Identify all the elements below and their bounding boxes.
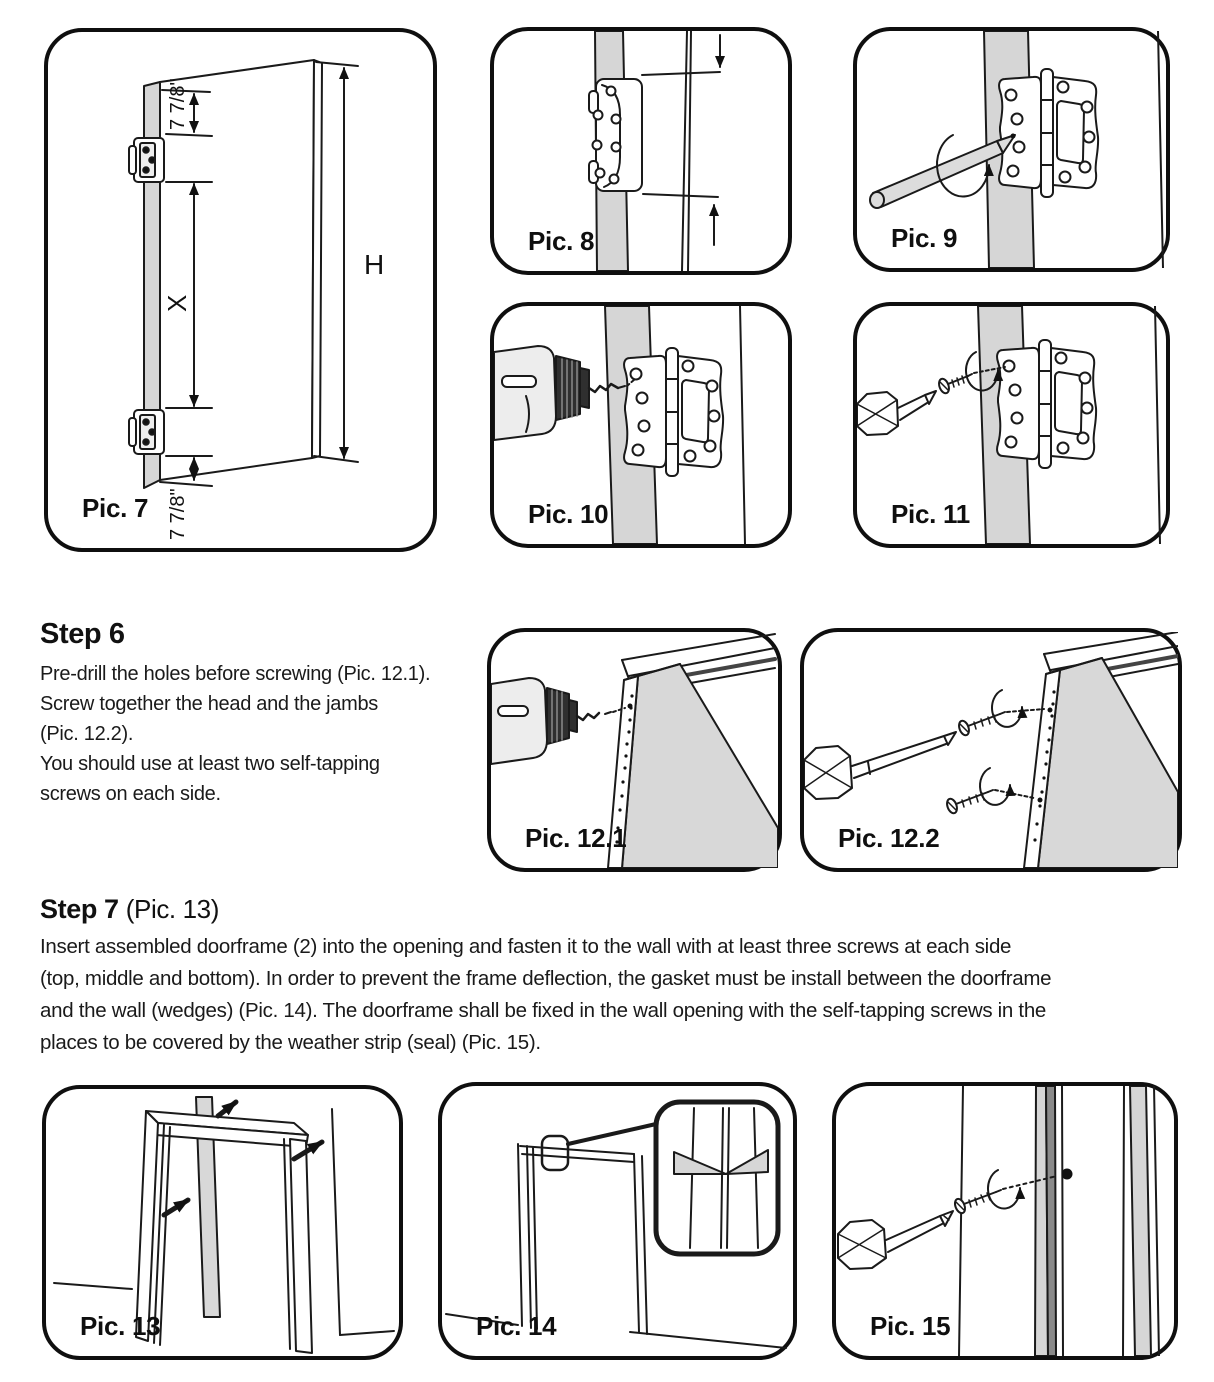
screwdriver (838, 1211, 953, 1269)
screw-hole (1062, 1169, 1073, 1180)
screw (953, 1190, 1001, 1215)
step7-line: (top, middle and bottom). In order to prevent the frame deflection, the gasket must be install between the doorframe (40, 967, 1052, 990)
drill (494, 346, 625, 440)
pic8-caption: Pic. 8 (528, 226, 595, 256)
screw-upper (957, 690, 1044, 737)
figure-pic12-2-panel (800, 628, 1182, 872)
bottom-reference-line (643, 194, 718, 197)
step7-block (40, 894, 1051, 1059)
drill-bit (577, 713, 599, 720)
highlight-box (542, 1136, 568, 1170)
frame-strip-right (1130, 1086, 1151, 1356)
figure-pic13-panel (42, 1085, 403, 1360)
step7-line: places to be covered by the weather strip (seal) (Pic. 15). (40, 1031, 541, 1054)
figure-pic9-panel (853, 27, 1170, 272)
bottom-hinge (129, 410, 164, 454)
step7-title-suffix: (Pic. 13) (125, 894, 219, 924)
callout-line (568, 1124, 656, 1144)
step7-line: and the wall (wedges) (Pic. 14). The doorframe shall be fixed in the wall opening with the self-tapping screws in the (40, 999, 1047, 1022)
screwdriver (804, 732, 956, 799)
hinge (589, 79, 642, 191)
pic12-1-caption: Pic. 12.1 (525, 823, 627, 853)
step6-line: screws on each side. (40, 783, 221, 805)
screw-lower (945, 768, 1034, 815)
hinge (624, 348, 723, 476)
step7-line: Insert assembled doorframe (2) into the opening and fasten it to the wall with at least three screws at each side (40, 935, 1012, 958)
pic7-caption: Pic. 7 (82, 493, 149, 523)
hinge (999, 69, 1098, 197)
step6-line: (Pic. 12.2). (40, 723, 134, 745)
frame-jamb (608, 664, 778, 868)
doorframe (136, 1111, 312, 1353)
pic9-caption: Pic. 9 (891, 223, 958, 253)
step6-block (40, 618, 430, 809)
figure-pic12-1-panel (487, 628, 782, 872)
wall-line (1155, 306, 1160, 544)
pic14-caption: Pic. 14 (476, 1311, 557, 1341)
wall-line (740, 306, 745, 544)
pic10-caption: Pic. 10 (528, 499, 609, 529)
floor-left (54, 1283, 132, 1289)
seal-groove (1046, 1086, 1056, 1356)
frame-jamb (1024, 658, 1178, 868)
step6-title: Step 6 (40, 618, 125, 650)
pic13-caption: Pic. 13 (80, 1311, 161, 1341)
pic11-caption: Pic. 11 (891, 499, 970, 529)
screwdriver (857, 391, 936, 435)
top-hinge (129, 138, 164, 182)
figure-pic7-panel (44, 28, 437, 552)
wall-corner (332, 1109, 340, 1335)
drill (491, 678, 611, 764)
door-dimension-diagram (48, 32, 433, 548)
dim-label-x: X (162, 294, 192, 312)
dim-label-h: H (364, 249, 385, 280)
wall-line (959, 1086, 963, 1356)
top-reference-line (642, 72, 720, 75)
figure-pic14-panel (438, 1082, 797, 1360)
figure-pic15-panel (832, 1082, 1178, 1360)
dim-label-top: 7 7/8" (167, 78, 189, 130)
figure-pic11-panel (853, 302, 1170, 548)
inset (656, 1102, 778, 1254)
dim-label-bottom: 7 7/8" (167, 488, 189, 540)
hinge (997, 340, 1096, 468)
step6-line: Pre-drill the holes before screwing (Pic. 12.1). (40, 663, 431, 685)
pic15-caption: Pic. 15 (870, 1311, 951, 1341)
floor-right (340, 1331, 394, 1335)
step6-line: Screw together the head and the jambs (40, 693, 379, 715)
wall-line (1158, 31, 1163, 268)
figure-pic10-panel (490, 302, 792, 548)
step6-line: You should use at least two self-tapping (40, 753, 380, 775)
door-face-line (682, 31, 687, 271)
pic12-2-caption: Pic. 12.2 (838, 823, 940, 853)
step7-title (40, 894, 1051, 925)
figure-pic8-panel (490, 27, 792, 275)
step7-title-text: Step 7 (40, 894, 119, 924)
